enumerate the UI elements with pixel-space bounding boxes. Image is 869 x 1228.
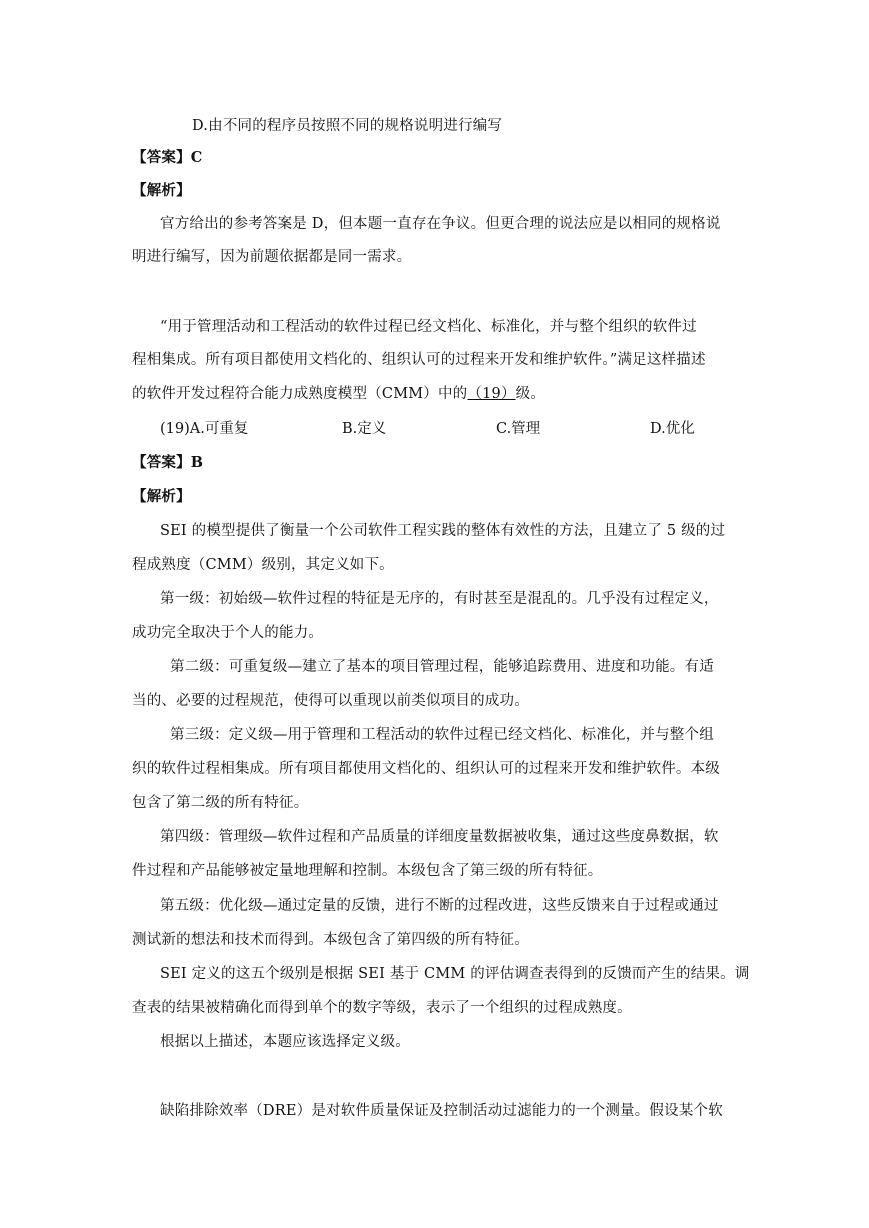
analysis-text-line: 程成熟度（CMM）级别，其定义如下。 — [132, 557, 394, 573]
analysis-text-line: 根据以上描述，本题应该选择定义级。 — [160, 1034, 410, 1050]
option-c: C.管理 — [496, 421, 541, 437]
analysis-text-line: 第一级：初始级—软件过程的特征是无序的，有时甚至是混乱的。几乎没有过程定义， — [160, 591, 719, 607]
analysis-text-line: 第三级：定义级—用于管理和工程活动的软件过程已经文档化、标准化，并与整个组 — [170, 727, 714, 743]
question-stem-line — [132, 384, 545, 404]
option-b: B.定义 — [342, 421, 387, 437]
analysis-text-line: 件过程和产品能够被定量地理解和控制。本级包含了第三级的所有特征。 — [132, 863, 603, 879]
analysis-text-line: 第二级：可重复级—建立了基本的项目管理过程，能够追踪费用、进度和功能。有适 — [170, 659, 714, 675]
analysis-text-line: 测试新的想法和技术而得到。本级包含了第四级的所有特征。 — [132, 932, 529, 948]
analysis-text-line: 包含了第二级的所有特征。 — [132, 795, 309, 811]
question-stem-text: 的软件开发过程符合能力成熟度模型（CMM）中的 — [132, 386, 468, 402]
analysis-text-line: 查表的结果被精确化而得到单个的数字等级，表示了一个组织的过程成熟度。 — [132, 1000, 632, 1016]
analysis-text-line: 明进行编写，因为前题依据都是同一需求。 — [132, 249, 412, 265]
analysis-text-line: SEI 定义的这五个级别是根据 SEI 基于 CMM 的评估调查表得到的反馈而产生的结果。调 — [160, 966, 750, 982]
option-a: (19)A.可重复 — [160, 421, 249, 437]
analysis-label: 【解析】 — [132, 488, 191, 505]
analysis-text-line: SEI 的模型提供了衡量一个公司软件工程实践的整体有效性的方法，且建立了 5 级的过 — [160, 523, 726, 539]
question-stem-line: 缺陷排除效率（DRE）是对软件质量保证及控制活动过滤能力的一个测量。假设某个软 — [160, 1103, 723, 1119]
analysis-text-line: 织的软件过程相集成。所有项目都使用文档化的、组织认可的过程来开发和维护软件。本级 — [132, 761, 720, 777]
analysis-text-line: 第五级：优化级—通过定量的反馈，进行不断的过程改进，这些反馈来自于过程或通过 — [160, 898, 719, 914]
answer-blank: （19） — [467, 386, 516, 402]
analysis-label: 【解析】 — [132, 182, 191, 199]
option-d: D.优化 — [650, 421, 695, 437]
answer-label: 【答案】B — [132, 454, 204, 471]
question-stem-line: 程相集成。所有项目都使用文档化的、组织认可的过程来开发和维护软件。”满足这样描述 — [132, 352, 706, 368]
question-stem-text: 级。 — [515, 386, 546, 402]
analysis-text-line: 第四级：管理级—软件过程和产品质量的详细度量数据被收集，通过这些度鼻数据，软 — [160, 829, 719, 845]
question-stem-line: “用于管理活动和工程活动的软件过程已经文档化、标准化，并与整个组织的软件过 — [160, 319, 697, 335]
answer-label: 【答案】C — [132, 149, 203, 166]
analysis-text-line: 成功完全取决于个人的能力。 — [132, 625, 324, 641]
option-d: D.由不同的程序员按照不同的规格说明进行编写 — [192, 118, 503, 134]
analysis-text-line: 官方给出的参考答案是 D，但本题一直存在争议。但更合理的说法应是以相同的规格说 — [160, 216, 721, 232]
analysis-text-line: 当的、必要的过程规范，使得可以重现以前类似项目的成功。 — [132, 693, 529, 709]
